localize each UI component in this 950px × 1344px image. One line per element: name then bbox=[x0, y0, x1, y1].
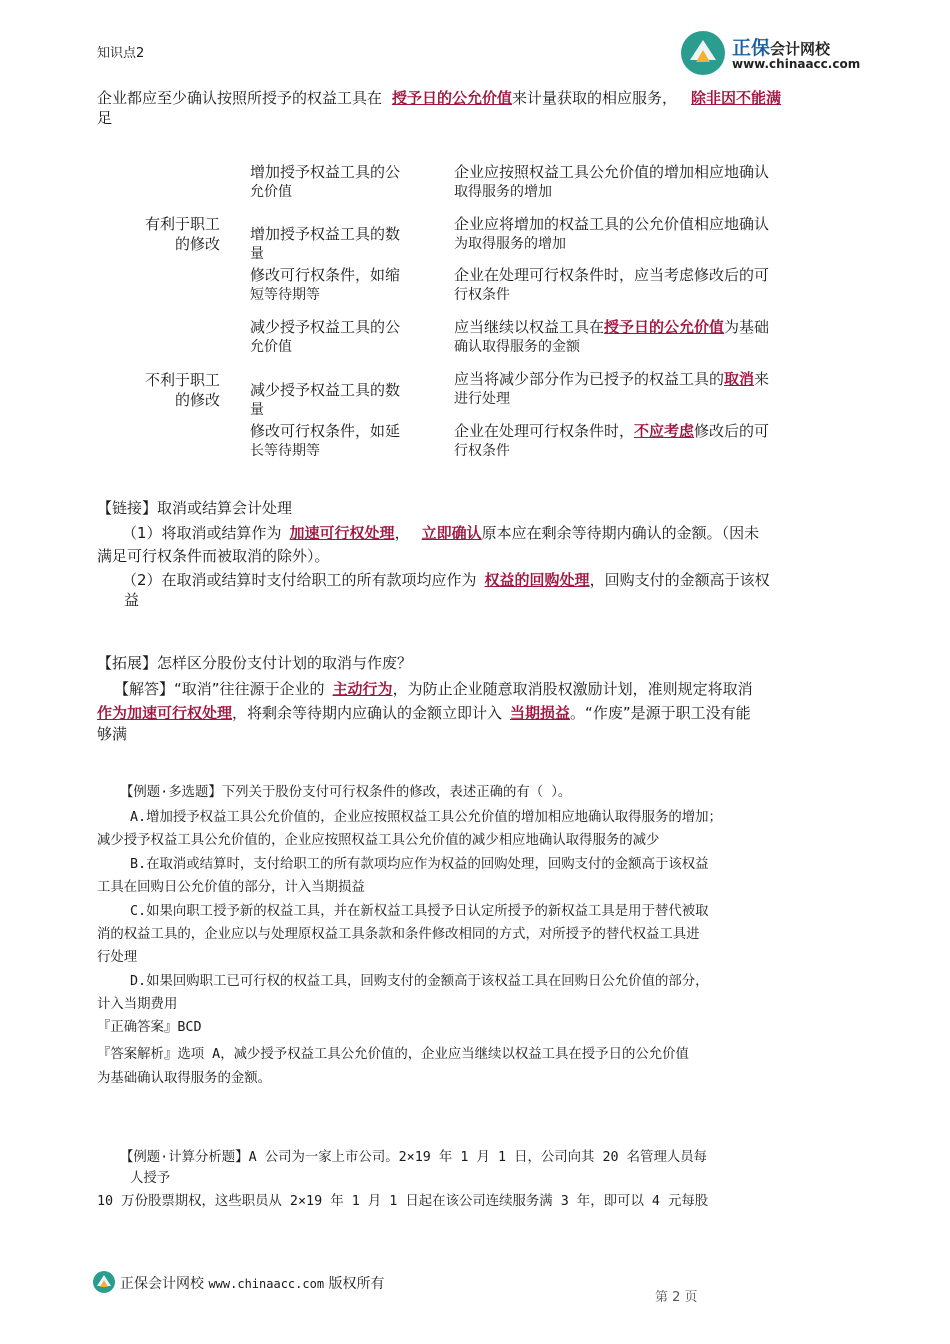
link-item-1: （1）将取消或结算作为 加速可行权处理， 立即确认原本应在剩余等待期内确认的金额。（因未 bbox=[122, 524, 760, 542]
link-item-2: （2）在取消或结算时支付给职工的所有款项均应作为 权益的回购处理，回购支付的金额高于该权 bbox=[122, 571, 770, 589]
link-item-1-cont: 满足可行权条件而被取消的除外）。 bbox=[97, 547, 330, 565]
example2-cut: 10 万份股票期权，这些职员从 2×19 年 1 月 1 日起在该公司连续服务满 3 年，即可以 4 元每股 bbox=[97, 1194, 709, 1209]
link-item-2-cont: 益 bbox=[124, 591, 140, 609]
table-row-desc: 应当继续以权益工具在授予日的公允价值为基础 确认取得服务的金额 bbox=[454, 318, 770, 355]
page-number: 第 2 页 bbox=[655, 1290, 698, 1305]
expand-title: 【拓展】怎样区分股份支付计划的取消与作废？ bbox=[97, 654, 413, 672]
table-row-desc: 企业在处理可行权条件时，应当考虑修改后的可 行权条件 bbox=[454, 266, 770, 303]
top-stub: 知识点2 bbox=[97, 46, 145, 61]
table-row-desc: 企业在处理可行权条件时，不应考虑修改后的可 行权条件 bbox=[454, 422, 770, 459]
table-row: 修改可行权条件，如缩 短等待期等 bbox=[250, 266, 401, 303]
table-row: 增加授予权益工具的数 量 bbox=[250, 225, 401, 262]
table-row: 减少授予权益工具的公 允价值 bbox=[250, 318, 401, 355]
intro-cut: 足 bbox=[97, 109, 113, 127]
logo-icon bbox=[680, 30, 726, 76]
footer-brand: 正保会计网校 bbox=[120, 1276, 204, 1292]
table-row-desc: 企业应将增加的权益工具的公允价值相应地确认 为取得服务的增加 bbox=[454, 215, 770, 252]
logo-brand: 正保 bbox=[732, 37, 771, 59]
table-row-desc: 应当将减少部分作为已授予的权益工具的取消来 进行处理 bbox=[454, 370, 770, 407]
example1-title: 【例题·多选题】下列关于股份支付可行权条件的修改，表述正确的有（ ）。 bbox=[120, 785, 572, 800]
example2-title-cont: 人授予 bbox=[130, 1171, 171, 1186]
example1-option-a-cont: 减少授予权益工具公允价值的，企业应按照权益工具公允价值的减少相应地确认取得服务的减少 bbox=[97, 833, 660, 848]
footer-url[interactable]: www.chinaacc.com bbox=[208, 1277, 325, 1291]
example1-answer: 『正确答案』BCD bbox=[97, 1020, 202, 1035]
example1-explanation-cont: 为基础确认取得服务的金额。 bbox=[97, 1071, 272, 1086]
table-row: 减少授予权益工具的数 量 bbox=[250, 381, 401, 418]
brand-logo[interactable] bbox=[680, 30, 880, 80]
group-label-unfavorable: 不利于职工 的修改 bbox=[144, 371, 220, 409]
link-title: 【链接】取消或结算会计处理 bbox=[97, 499, 293, 517]
example1-option-b: B.在取消或结算时，支付给职工的所有款项均应作为权益的回购处理，回购支付的金额高于该权益 bbox=[130, 857, 709, 872]
example1-option-c: C.如果向职工授予新的权益工具，并在新权益工具授予日认定所授予的新权益工具是用于替代被取 bbox=[130, 904, 709, 919]
expand-answer: 【解答】“取消”往往源于企业的 主动行为，为防止企业随意取消股权激励计划，准则规定将取消 bbox=[114, 680, 753, 698]
example2-title: 【例题·计算分析题】A 公司为一家上市公司。2×19 年 1 月 1 日，公司向其 20 名管理人员每 bbox=[120, 1150, 708, 1165]
example1-option-a: A.增加授予权益工具公允价值的，企业应按照权益工具公允价值的增加相应地确认取得服务的增加； bbox=[130, 810, 722, 825]
example1-option-c-cont2: 行处理 bbox=[97, 950, 138, 965]
intro-line: 企业都应至少确认按照所授予的权益工具在 授予日的公允价值来计量获取的相应服务， 除非因不能满 bbox=[97, 89, 782, 107]
expand-answer-cont: 作为加速可行权处理，将剩余等待期内应确认的金额立即计入 当期损益。“作废”是源于职工没有能 bbox=[97, 704, 751, 722]
group-label-favorable: 有利于职工 的修改 bbox=[144, 215, 220, 253]
example1-option-d-cont: 计入当期费用 bbox=[97, 997, 178, 1012]
footer-rights: 版权所有 bbox=[328, 1276, 385, 1292]
example1-option-b-cont: 工具在回购日公允价值的部分，计入当期损益 bbox=[97, 880, 365, 895]
example1-explanation: 『答案解析』选项 A，减少授予权益工具公允价值的，企业应当继续以权益工具在授予日的公允价值 bbox=[97, 1047, 689, 1062]
logo-name: 会计网校 bbox=[770, 40, 831, 58]
table-row: 增加授予权益工具的公 允价值 bbox=[250, 163, 401, 200]
logo-url: www.chinaacc.com bbox=[732, 57, 861, 71]
example1-option-c-cont: 消的权益工具的，企业应以与处理原权益工具条款和条件修改相同的方式，对所授予的替代权益工具进 bbox=[97, 927, 700, 942]
expand-cut: 够满 bbox=[97, 725, 128, 743]
table-row-desc: 企业应按照权益工具公允价值的增加相应地确认 取得服务的增加 bbox=[454, 163, 770, 200]
footer-logo-icon bbox=[92, 1270, 116, 1294]
example1-option-d: D.如果回购职工已可行权的权益工具，回购支付的金额高于该权益工具在回购日公允价值的部分， bbox=[130, 974, 709, 989]
table-row: 修改可行权条件，如延 长等待期等 bbox=[250, 422, 401, 459]
